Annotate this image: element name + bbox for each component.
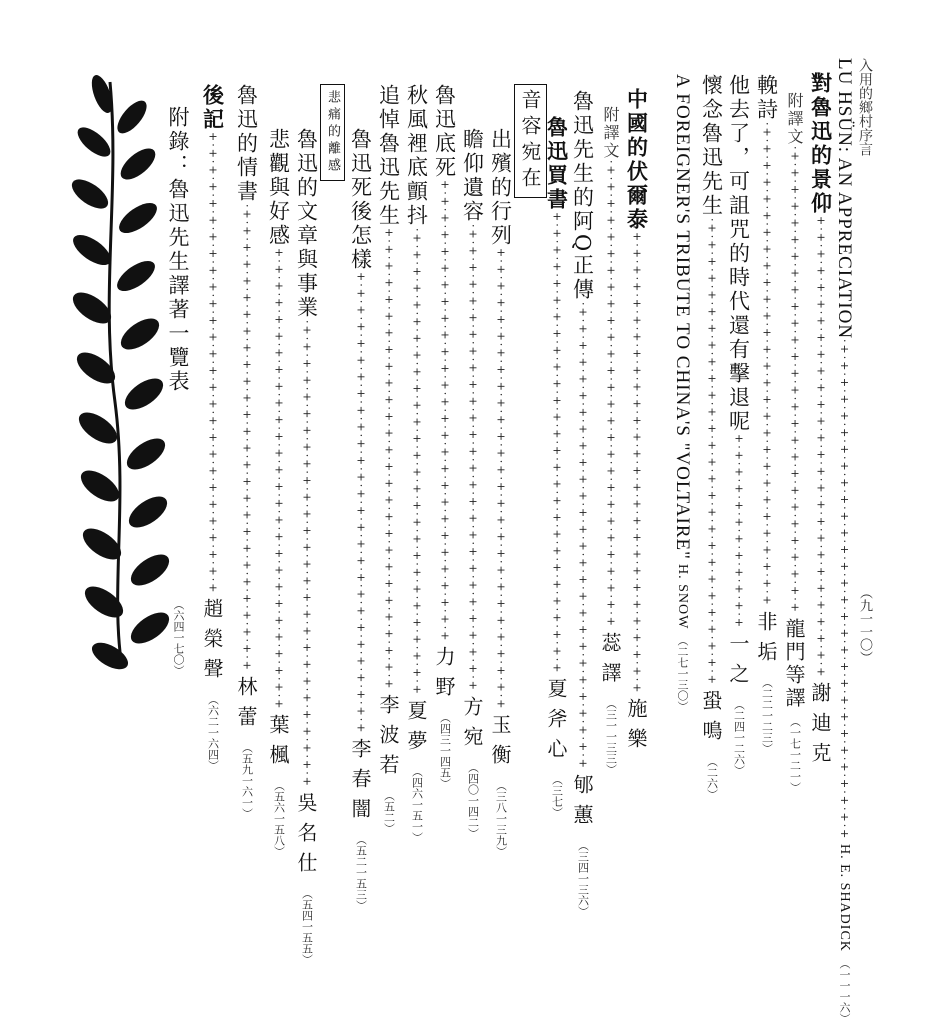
- dot-leader: ·+·+·+·+·+·+·+·+·+·+·+·+·+·+·+·+·+·+·+·+·+·+·+·+·+·+·+·+: [300, 320, 314, 788]
- dot-leader: ·+·+·+·+·+·+·+·+·+·+·+·+·+·+·+·+·+·+·+·+·+·+·+·+·+·+·+·+: [466, 224, 480, 692]
- toc-entry: [346, 128, 375, 912]
- entry-author: 吳名仕: [294, 791, 318, 882]
- entry-title: 魯迅的情書: [234, 84, 259, 204]
- entry-pages: （三八一三九）: [494, 780, 508, 858]
- entry-pages: （二四一二六）: [732, 699, 746, 777]
- toc-entry: [232, 84, 261, 819]
- entry-title: 他去了，可詛咒的時代還有擊退呢: [726, 74, 751, 434]
- dot-leader: +·+·+·+·+·+·+·+·+·+·+·+·+·+·+·+·+·+·+·+·+·+·+·+·+·+·+·+: [550, 212, 564, 675]
- entry-pages: （二二一二三）: [760, 676, 774, 754]
- dot-leader: +·+·+·+·+·+·+·+·+·+·+·+·+·+·+·+·+·+·+·+·+·+·+·+·+·+·+·+: [206, 132, 220, 595]
- entry-author: H. SNOW: [675, 563, 690, 630]
- entry-author: 施樂: [624, 698, 648, 759]
- entry-title: 悲觀與好感: [266, 128, 291, 248]
- entry-title: 追悼魯迅先生: [376, 84, 401, 228]
- toc-entry: [458, 128, 487, 839]
- toc-entry: [198, 84, 227, 772]
- entry-pages: （五六一五八）: [272, 780, 286, 858]
- entry-title: 中國的伏爾泰: [624, 88, 649, 232]
- entry-pages: （一七一二一）: [788, 715, 802, 793]
- entry-pages: （三一一三三）: [604, 697, 618, 775]
- toc-entry: [568, 90, 597, 918]
- entry-pages: （四〇一四二）: [466, 761, 480, 839]
- entry-title: 瞻仰遺容: [460, 128, 485, 224]
- entry-pages: （五二一五三）: [354, 834, 368, 912]
- entry-pages: （四三一四五）: [438, 712, 452, 790]
- entry-author: H. E. SHADICK: [837, 844, 852, 953]
- toc-entry: [806, 72, 835, 773]
- entry-title: 魯迅底死: [432, 84, 457, 180]
- dot-leader: +·+·+·+·+·+·+·+·+·+·+·+·+·+·+·+·+·+·+·+·+·+·+·+·+·+·+·+: [630, 232, 644, 695]
- entry-title: 魯迅先生的阿Q正傳: [570, 90, 595, 303]
- entry-title: 魯迅的文章與事業: [294, 128, 319, 320]
- entry-author: 龍門等譯: [782, 617, 806, 710]
- entry-note: 附譯文: [785, 92, 804, 146]
- toc-entry: [166, 106, 190, 676]
- entry-author: 一之: [726, 633, 750, 694]
- entry-title: 魯迅死後怎樣: [348, 128, 373, 272]
- toc-entry: [264, 128, 293, 858]
- toc-entry: [292, 128, 321, 965]
- toc-entry: [374, 84, 403, 835]
- entry-author: 郇蕙: [570, 774, 594, 835]
- entry-pages: （六二一六四）: [206, 694, 220, 772]
- entry-author: 力野: [432, 646, 456, 707]
- entry-pages: （三四一三六）: [576, 840, 590, 918]
- toc-entry: [697, 74, 726, 800]
- dot-leader: +·+·+·+·+·+·+·+·+·+·+·+: [732, 434, 746, 630]
- toc-entry: [596, 106, 625, 775]
- entry-author: 夏斧心: [544, 678, 568, 769]
- toc-entry: [486, 128, 515, 858]
- toc-entry: [622, 88, 651, 759]
- entry-title: 後記: [200, 84, 225, 132]
- entry-pages: （五九一六一）: [240, 741, 254, 819]
- section-label: 音容宛在: [514, 84, 547, 198]
- entry-title: 魯迅買書: [544, 116, 569, 212]
- dot-leader: +·+·+·+·+·+·+·+·+·+·+·+·+·+·+·+·+·+·+·+·+·+·+·+·+·+·+·+: [382, 228, 396, 691]
- toc-entry: [724, 74, 753, 777]
- dot-leader: +·+·+·+·+·+·+·+·+·+·+·+·+·+·+·+·+·+·+·+·+·+·+·+·+·+·+·+: [494, 248, 508, 711]
- entry-title: 懷念魯迅先生: [699, 74, 724, 218]
- entry-title: LU HSÜN: AN APPRECIATION: [834, 58, 855, 340]
- entry-author: 李春闇: [348, 738, 372, 829]
- entry-title: 出殯的行列: [488, 128, 513, 248]
- dot-leader: ·+·+·+·+·+·+·+·+·+·+·+·+·+·+·+·+·+·+·+·+·+·+·+·+·+·+·+·+: [705, 218, 719, 686]
- toc-entry: [542, 116, 571, 819]
- dot-leader: ·+·+·+·+·+·+·+·+·+·+·+·+·+·+·+·+·+·+·+·+·+·+·+·+·+·+·+·+: [788, 146, 802, 614]
- entry-pages: （六四一七〇）: [172, 599, 185, 676]
- dot-leader: ·+·+·+·+·+·+·+·+·+·+·+·+·+·+·+·+·+·+·+·+·+·+·+·+·+·+·+·+: [410, 228, 424, 696]
- entry-title: 秋風裡底顫抖: [404, 84, 429, 228]
- entry-pages: （三七）: [550, 774, 564, 819]
- entry-title: 輓詩: [754, 74, 779, 122]
- entry-note: 附譯文: [601, 106, 620, 160]
- dot-leader: +·+·+·+·+·+·+·+·+·+·+·+·+·+·+·+·+·+·+·+·+·+·+·+·+·+·+·+: [354, 272, 368, 735]
- entry-author: 蛩鳴: [699, 689, 723, 750]
- entry-pages: （五二）: [382, 790, 396, 835]
- entry-pages: （四六一五一）: [410, 765, 424, 843]
- header-note: 入用的鄉村序言: [857, 58, 873, 156]
- dot-leader: +·+·+·+·+·+·+·+·+·+·+·+·+·+·+·+·+·+·+·+·+·+·+·+·+·+·+·+: [272, 248, 286, 711]
- entry-title: 對魯迅的景仰: [808, 72, 833, 216]
- entry-pages: （一一一六）: [838, 958, 851, 1024]
- entry-author: 夏夢: [404, 699, 428, 760]
- entry-author: 趙榮聲: [200, 598, 224, 689]
- entry-pages: （二七一三〇）: [676, 635, 689, 713]
- top-right-pages: （九一一〇）: [857, 586, 872, 664]
- toc-entry: [402, 84, 431, 843]
- dot-leader: ·+·+·+·+·+·+·+·+·+·+·+·+·+·+·+·+·+·+·+·+·+·+·+·+·+·+·+·+·+·+: [838, 339, 851, 841]
- entry-pages: （二六）: [705, 755, 719, 800]
- dot-leader: ·+·+·+·+·+·+·+·+·+·+·+·+·+·+·+·+·+·+·+·+·+·+·+·+·+·+·+·+: [240, 204, 254, 672]
- section-label: 悲痛的離感: [320, 84, 345, 181]
- entry-author: 方宛: [460, 695, 484, 756]
- entry-author: 非垢: [754, 610, 778, 671]
- section-box-beitong: [320, 84, 345, 185]
- entry-author: 蕊譯: [598, 631, 622, 692]
- laurel-ornament: [80, 72, 180, 672]
- dot-leader: +·+·+·+·+·+·+·+·+·+·+·+·+·+·+·+·+·+·+·+·+·+·+·+·+·+·+·+: [814, 216, 828, 679]
- toc-entry: [752, 74, 781, 754]
- dot-leader: ·+·+·+·+·+·+·+·+·+·+·+·+·+·+·+·+·+·+·+·+·+·+·+·+·+·+·+·+: [576, 302, 590, 771]
- toc-entry: [780, 92, 809, 793]
- dot-leader: ·+·+·+·+·+·+·+·+·+·+·+·+·+·+·+·+·+·+·+·+·+·+·+·+·+·+·+·+: [604, 160, 618, 628]
- toc-entry: [832, 58, 856, 1024]
- dot-leader: ·+·+·+·+·+·+·+·+·+·+·+·+·+·+·+·+·+·+·+·+·+·+·+·+·+·+·+·+·+: [760, 122, 774, 607]
- toc-entry: [670, 74, 694, 713]
- entry-pages: （五四一五五）: [300, 887, 314, 965]
- entry-author: 葉楓: [266, 714, 290, 775]
- entry-title: A FOREIGNER'S TRIBUTE TO CHINA'S "VOLTAIRE": [672, 74, 693, 560]
- entry-author: 李波若: [376, 694, 400, 785]
- entry-author: 林蕾: [234, 675, 258, 736]
- toc-entry: [430, 84, 459, 790]
- dot-leader: +·+·+·+·+·+·+·+·+·+·+·+·+·+·+·+·+·+·+·+·+·+·+·+·+·+·+·+: [438, 180, 452, 643]
- entry-title: 附錄：魯迅先生譯著一覽表: [166, 106, 190, 394]
- entry-author: 玉衡: [488, 714, 512, 775]
- entry-author: 謝迪克: [808, 682, 832, 773]
